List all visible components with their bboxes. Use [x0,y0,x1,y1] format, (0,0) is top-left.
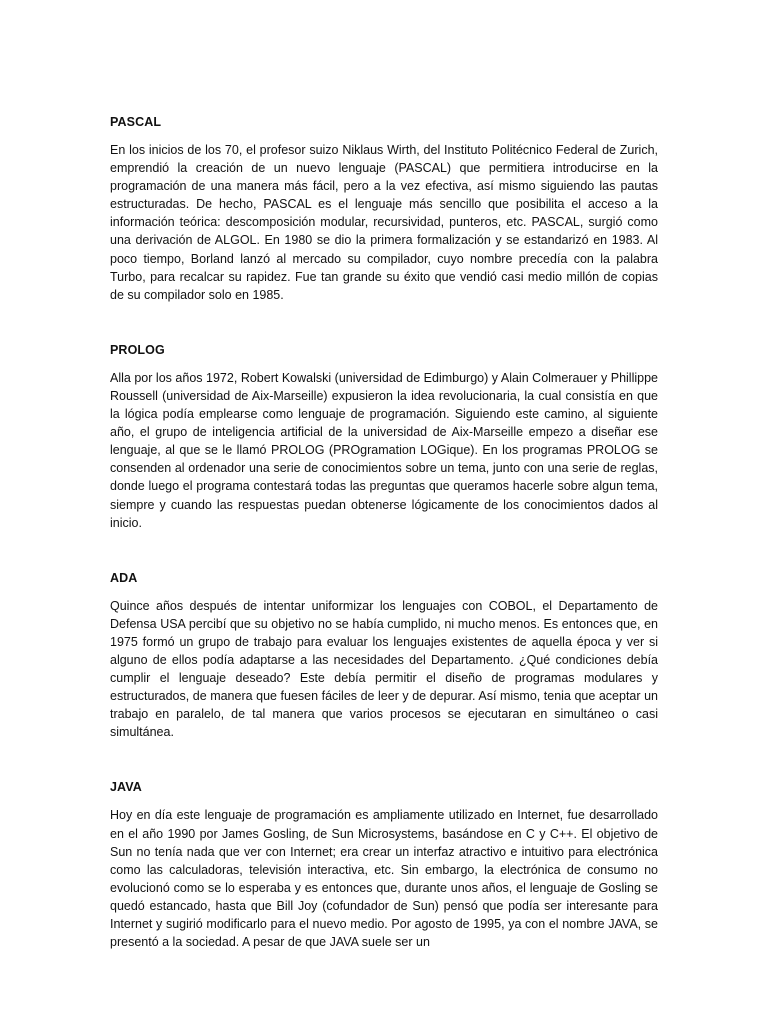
section-pascal [110,113,658,304]
section-paragraph: En los inicios de los 70, el profesor suizo Niklaus Wirth, del Instituto Politécnico Federal de Zurich, emprendió la creación de un nuevo lenguaje (PASCAL) que permitiera introducirse en la programación de una manera más fácil, pero a la vez efectiva, así mismo siguiendo las pautas estructuradas. De hecho, PASCAL es el lenguaje más sencillo que posibilita el acceso a la información teórica: descomposición modular, recursividad, punteros, etc. PASCAL, surgió como una derivación de ALGOL. En 1980 se dio la primera formalización y se estandarizó en 1983. Al poco tiempo, Borland lanzó al mercado su compilador, cuyo nombre precedía con la palabra Turbo, para recalcar su rapidez. Fue tan grande su éxito que vendió casi medio millón de copias de su compilador solo en 1985. [110,143,658,302]
section-prolog [110,341,658,532]
section-paragraph: Hoy en día este lenguaje de programación es ampliamente utilizado en Internet, fue desarrollado en el año 1990 por James Gosling, de Sun Microsystems, basándose en C y C++. El objetivo de Sun no tenía nada que ver con Internet; era crear un interfaz atractivo e intuitivo para electrónica como las calculadoras, televisión interactiva, etc. Sin embargo, la electrónica de consumo no evolucionó como se lo esperaba y es entonces que, durante unos años, el lenguaje de Gosling se quedó estancado, hasta que Bill Joy (cofundador de Sun) pensó que podía ser interesante para Internet y sugirió modificarlo para el nuevo medio. Por agosto de 1995, ya con el nombre JAVA, se presentó a la sociedad. A pesar de que JAVA suele ser un [110,808,658,950]
section-heading: PROLOG [110,342,165,357]
section-paragraph: Alla por los años 1972, Robert Kowalski (universidad de Edimburgo) y Alain Colmerauer y Phillippe Roussell (universidad de Aix-Marseille) expusieron la idea revolucionaria, la cual consistía en que la lógica podía emplearse como lenguaje de programación. Siguiendo este camino, al siguiente año, el grupo de inteligencia artificial de la universidad de Aix-Marseille empezo a diseñar ese lenguaje, al que se le llamó PROLOG (PROgramation LOGique). En los programas PROLOG se consenden al ordenador una serie de conocimientos sobre un tema, junto con una serie de reglas, donde luego el programa contestará todas las preguntas que queramos hacerle sobre algun tema, siempre y cuando las respuestas puedan obtenerse lógicamente de los conocimientos dados al inicio. [110,370,658,530]
section-heading: JAVA [110,780,142,795]
section-ada [110,569,658,742]
section-java [110,778,658,951]
section-paragraph: Quince años después de intentar uniformizar los lenguajes con COBOL, el Departamento de Defensa USA percibí que su objetivo no se había cumplido, ni mucho menos. Es entonces que, en 1975 formó un grupo de trabajo para evaluar los lenguajes existentes de aquella época y ver si alguno de ellos podía adaptarse a las necesidades del Departamento. ¿Qué condiciones debía cumplir el lenguaje deseado? Este debía permitir el diseño de programas modulares y estructurados, de manera que fuesen fáciles de leer y de depurar. Así mismo, tenia que aceptar un trabajo en paralelo, de tal manera que varios procesos se ejecutaran en simultáneo o casi simultánea. [110,598,658,740]
section-heading: ADA [110,570,138,585]
section-heading: PASCAL [110,115,162,129]
